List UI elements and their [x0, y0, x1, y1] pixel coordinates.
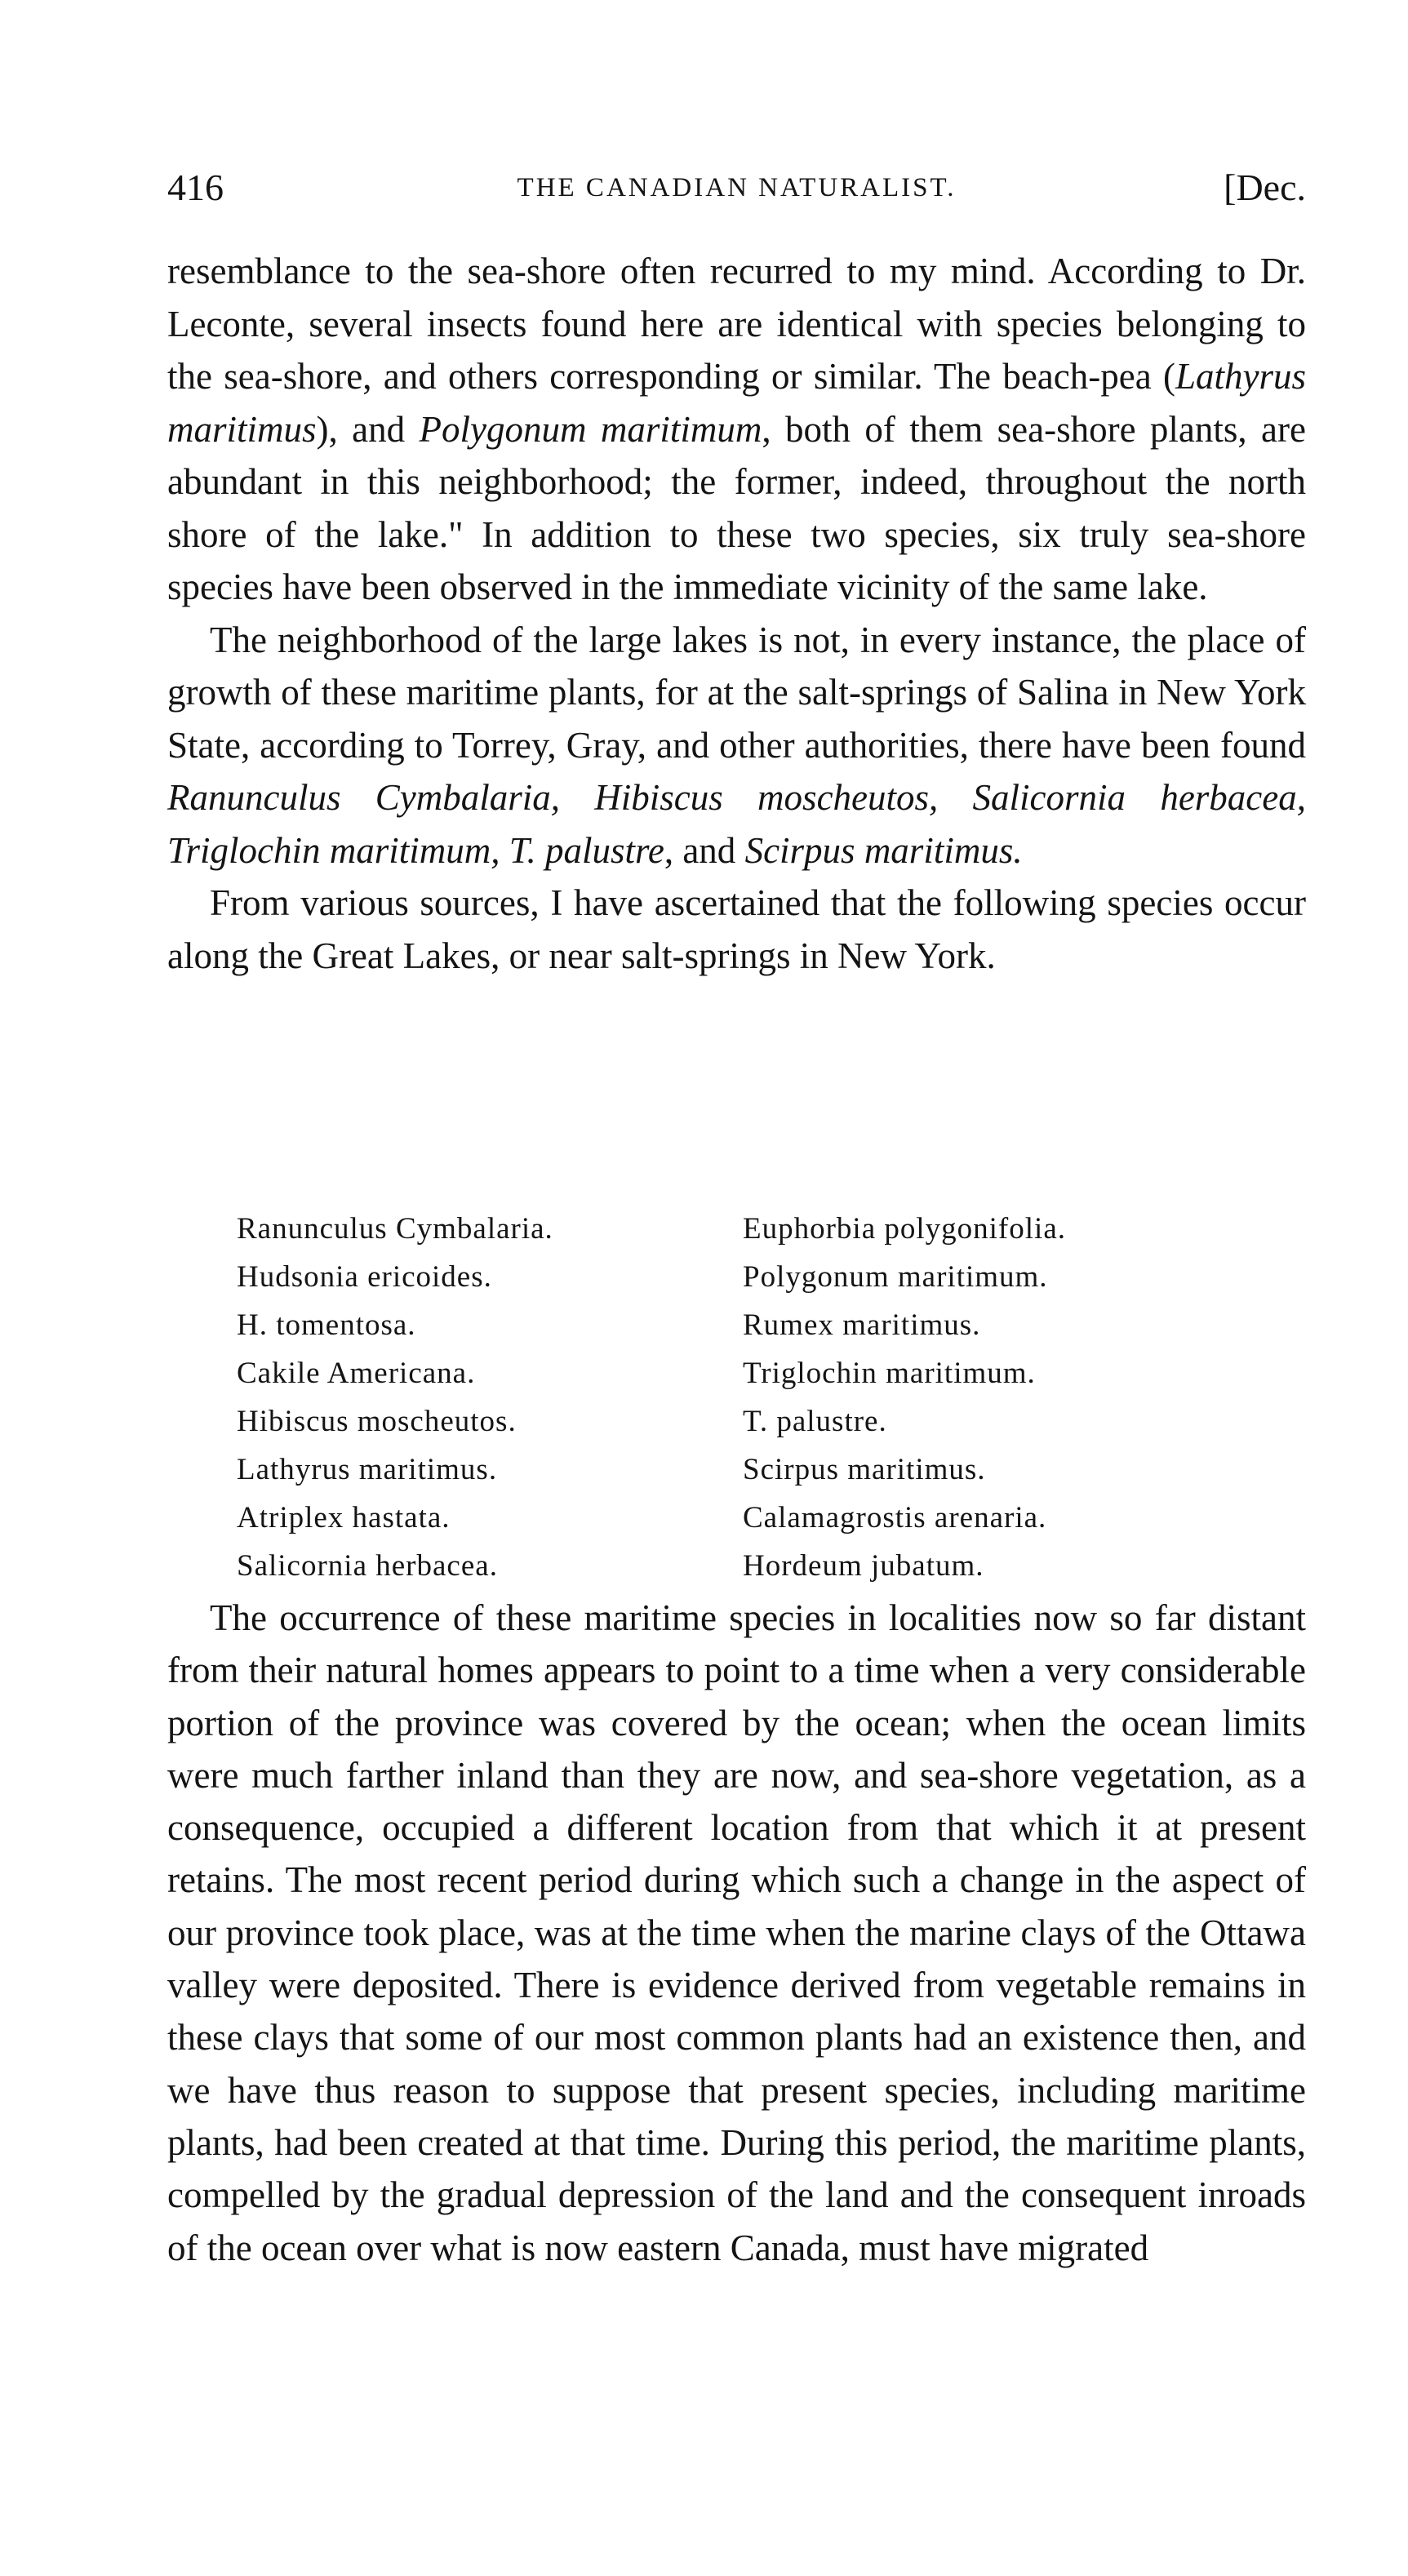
species-item: Salicornia herbacea. — [237, 1549, 498, 1583]
species-name-lathyrus: Lathyrus maritimus — [167, 356, 1306, 450]
species-item: Polygonum maritimum. — [743, 1260, 1048, 1294]
species-list — [237, 1205, 1167, 1590]
body-text-lower — [167, 1592, 1306, 2274]
species-item: Hordeum jubatum. — [743, 1549, 984, 1583]
paragraph1-text-c: , both of them sea-shore plants, are abundant in this neighborhood; the former, indeed, throughout the north shore of the lake." In addition to these two species, six truly sea-shore species have been observed in the immediate vicinity of the same lake. — [167, 408, 1306, 607]
species-item: Lathyrus maritimus. — [237, 1453, 498, 1486]
body-text-upper — [167, 245, 1306, 982]
species-item: Ranunculus Cymbalaria. — [237, 1212, 553, 1246]
paragraph1-text-a: resemblance to the sea-shore often recurred to my mind. According to Dr. Leconte, several insects found here are identical with species belonging to the sea-shore, and others corresponding or similar. The beach-pea ( — [167, 251, 1306, 397]
journal-title: THE CANADIAN NATURALIST. — [517, 173, 957, 202]
running-header — [167, 163, 1306, 212]
species-item: Atriplex hastata. — [237, 1501, 451, 1534]
species-item: H. tomentosa. — [237, 1308, 416, 1342]
species-names-salina: Ranunculus Cymbalaria, Hibiscus moscheutos, Salicornia herbacea, Triglochin maritimum, T. palustre — [167, 777, 1306, 871]
species-item: Hibiscus moscheutos. — [237, 1405, 517, 1438]
page-number: 416 — [167, 167, 224, 208]
paragraph-sources: From various sources, I have ascertained that the following species occur along the Great Lakes, or near salt-springs in New York. — [167, 882, 1306, 976]
paragraph2-text-a: The neighborhood of the large lakes is not, in every instance, the place of growth of these maritime plants, for at the salt-springs of Salina in New York State, according to Torrey, Gray, and other authorities, there have been found — [167, 619, 1306, 766]
paragraph2-text-b: , and — [664, 829, 745, 871]
species-column-right — [743, 1205, 1167, 1590]
species-name-scirpus: Scirpus maritimus. — [744, 829, 1023, 871]
issue-month: [Dec. — [1224, 167, 1306, 208]
species-item: Cakile Americana. — [237, 1357, 476, 1390]
species-column-left — [237, 1205, 743, 1590]
species-item: Triglochin maritimum. — [743, 1357, 1036, 1390]
paragraph-occurrence: The occurrence of these maritime species in localities now so far distant from their natural homes appears to point to a time when a very considerable portion of the province was covered by the ocean; when the ocean limits were much farther inland than they are now, and sea-shore vegetation, as a consequence, occupied a different location from that which it at present retains. The most recent period during which such a change in the aspect of our province took place, was at the time when the marine clays of the Ottawa valley were deposited. There is evidence derived from vegetable remains in these clays that some of our most common plants had an existence then, and we have thus reason to suppose that present species, including maritime plants, had been created at that time. During this period, the maritime plants, compelled by the gradual depression of the land and the consequent inroads of the ocean over what is now eastern Canada, must have migrated — [167, 1597, 1306, 2268]
paragraph1-text-b: ), and — [316, 408, 420, 450]
species-item: Euphorbia polygonifolia. — [743, 1212, 1066, 1246]
species-item: Calamagrostis arenaria. — [743, 1501, 1047, 1534]
species-item: Scirpus maritimus. — [743, 1453, 986, 1486]
species-name-polygonum: Polygonum maritimum — [419, 408, 762, 450]
species-item: T. palustre. — [743, 1405, 887, 1438]
species-item: Hudsonia ericoides. — [237, 1260, 492, 1294]
species-item: Rumex maritimus. — [743, 1308, 981, 1342]
paragraph-salina — [167, 614, 1306, 877]
paragraph-continued — [167, 245, 1306, 614]
